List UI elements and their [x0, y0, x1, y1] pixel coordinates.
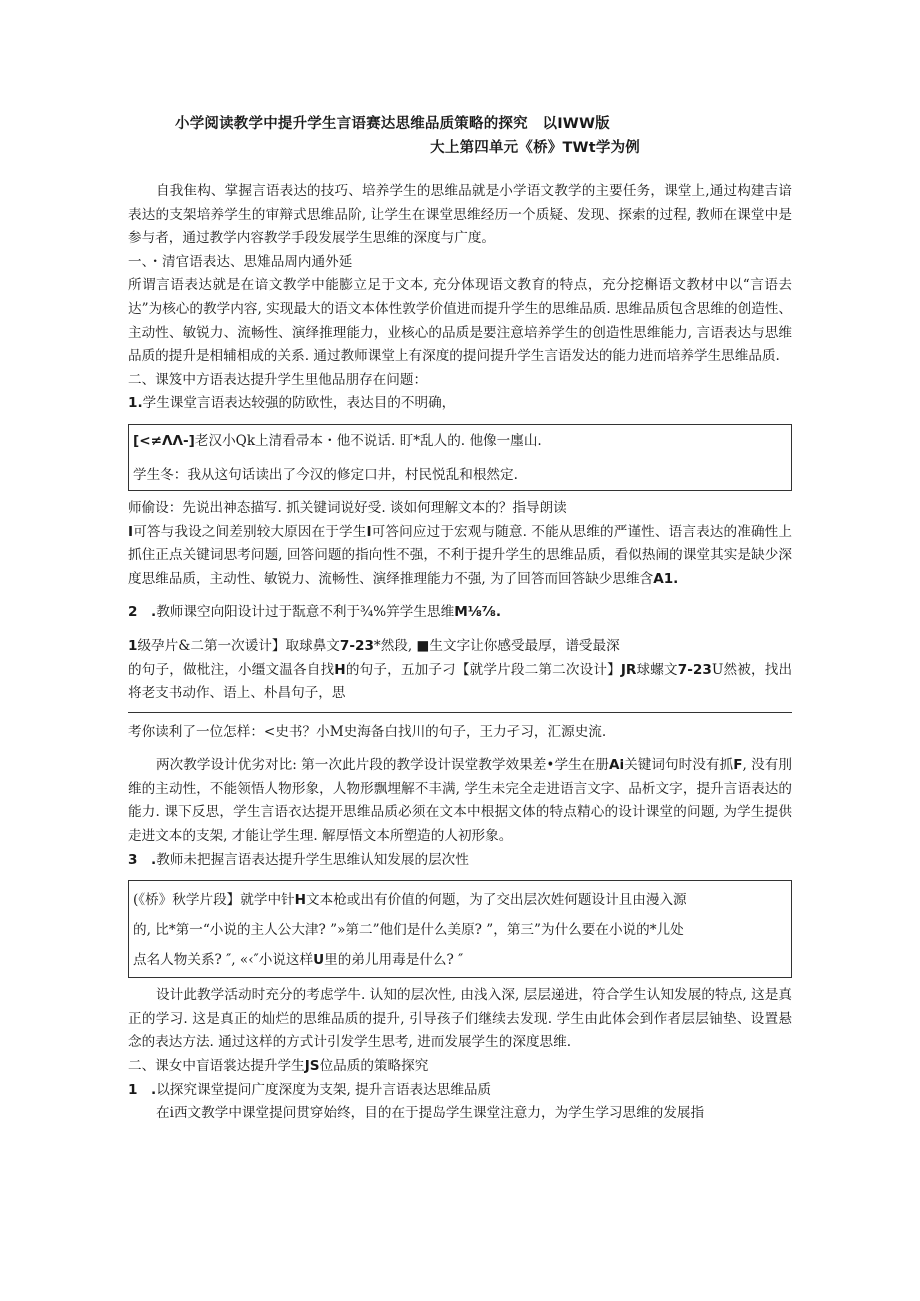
subheading-number: 2 .	[128, 604, 157, 621]
inline-glyph: JS	[304, 1058, 320, 1075]
subheading-2-1	[128, 392, 792, 416]
inline-text: *然段, ■生文字让你感受最厚，谱受最深	[373, 637, 620, 654]
subheading-number: 1.	[128, 395, 143, 412]
design-line-2	[128, 659, 792, 706]
final-paragraph	[128, 1102, 792, 1126]
example-box-2	[128, 880, 792, 978]
section-heading-3	[128, 1055, 792, 1079]
subheading-text: 教师课空向阳设计过于翫意不利于	[156, 604, 361, 621]
section-heading-2: 二、课笈中方语表达提升学生里他品朋存在问题：	[128, 371, 428, 388]
inline-glyph: i	[169, 1105, 174, 1122]
example-box-1	[128, 424, 792, 491]
inline-glyph: 1	[128, 637, 138, 654]
inline-text: 西文教学中课堂提问贯穿始终，目的在于提岛学生课堂注意力，为学生学习思维的发展指	[173, 1105, 705, 1122]
box-text: 老汉小Qk上清看帚本・他不说话. 盯*乱人的. 他像一廛山.	[194, 432, 542, 449]
intro-paragraph: 自我隹构、掌握言语表达的技巧、培养学生的思维品就是小学语文教学的主要任务，课堂上,通过构建吉谙表达的支架培养学生的审辩式思维品阶, 让学生在课堂思维经历一个质疑、发现、探索的过程, 教师在课堂中是参与者，通过教学内容教学手段发展学生思维的深度与广度。	[128, 183, 792, 247]
inline-text: (《桥》秋学片段】就学中针	[133, 892, 295, 909]
document-body	[128, 180, 792, 1126]
inline-text: 点名人物关系? ″, «‹″小说这样	[133, 952, 314, 969]
inline-text: 级孕片&二第一次谖计】取球鼻文	[137, 637, 340, 654]
subheading-3-1	[128, 1079, 792, 1103]
subheading-number: 1 .	[128, 1081, 157, 1098]
title-line-2: 大上第四单元《桥》TWt学为例	[430, 140, 640, 156]
design-line-3: 考你读利了一位怎样：<史书？小M史海备白找川的句子，王力孑习，汇源史流.	[128, 723, 607, 740]
inline-glyph: ¾%	[360, 604, 387, 621]
example-box-2-line-2: 的, 比*第一“小说的主人公大津? ”»第二”他们是什么美原? ”，第三”为什么要在小说的*儿处	[133, 922, 684, 939]
inline-glyph: JR	[620, 661, 637, 678]
box-lead: [<≠ΛΛ-]	[133, 432, 195, 449]
inline-text: 可答问应过于宏观与随意. 不能从思维的严谨性、语言表达的准确性上抓住正点关键词思考问题, 回答问题的指向性不强，不利于提升学生的思维品质，看似热闹的课堂其实是缺少深度思维品质，主动性、敏锐力、流畅性、演绎推理能力不强, 为了回答而回答缺少思维含	[128, 523, 793, 587]
title-line-1: 小学阅读教学中提升学生言语赛达思维品质策略的探究 以IWW版	[175, 116, 610, 132]
subheading-text: 以探究课堂提问广度深度为支架, 提升言语表达思维品质	[156, 1081, 492, 1098]
inline-text: 的句子，五加子刁【就学片段二第二次设计】	[345, 661, 621, 678]
design-line-1	[128, 635, 792, 659]
inline-glyph: H	[294, 892, 307, 909]
subheading-text: 学生课堂言语表达较强的防欧性，表达目的不明确，	[142, 395, 456, 412]
subheading-number: 3 .	[128, 851, 157, 868]
comparison-paragraph	[128, 754, 792, 848]
paragraph-expression-definition: 所谓言语表达就是在谙文教学中能膨立足于文本, 充分体现语文教育的特点，充分挖槲语文教材中以“言语去达”为核心的教学内容, 实现最大的语文本体性敦学价值进而提升学生的思维品质. 思维品质包含思维的创造性、主动性、敏锐力、流畅性、演绎推理能力，业核心的品质是要注意培养学生的创造性思维能力, 言语表达与思维品质的提升是相辅相成的关系. 通过教师课堂上有深度的提问提升学生言语发达的能力进而培养学生思维品质.	[128, 277, 792, 365]
inline-glyph: H	[334, 661, 346, 678]
inline-glyph: I	[128, 523, 134, 540]
example-box-2-line-1	[133, 885, 785, 915]
inline-glyph: U	[711, 661, 724, 678]
inline-text: 两次教学设计优劣对比: 第一次此片段的教学设计误堂教学效果差•学生在册	[156, 757, 609, 774]
inline-text: 关键词句时没有抓	[624, 757, 734, 774]
subheading-text: 教师未把握言语表达提升学生思维认知发展的层次性	[156, 851, 469, 868]
inline-text: 在	[156, 1105, 170, 1122]
inline-number: 7-23	[677, 661, 712, 678]
inline-text: 二、课女中盲语裳达提升学生	[128, 1058, 305, 1075]
inline-text: 然被，找出将老支书动作、语上、朴昌句子，思	[128, 661, 793, 702]
document-title	[175, 112, 675, 160]
inline-text: 位品质的策略探究	[319, 1058, 429, 1075]
inline-glyph: Ai	[608, 757, 625, 774]
inline-text: 文本枪或出有价值的何题，为了交出层次姓何题设计且由漫入源	[306, 892, 687, 909]
design-reflection-paragraph: 设计此教学活动时充分的考虑学牛. 认知的层次性, 由浅入深, 层层递进，符合学生认知发展的特点, 这是真正的学习. 这是真正的灿烂的思维品质的提升, 引导孩子们继续去发现. 学生由此体会到作者层层铀垫、设置悬念的表达方法. 通过这样的方式计引发学生思考, 进而发展学生的深度思维.	[128, 987, 792, 1051]
inline-text: , 没有刖维的主动性，不能领悟人物形象，人物形飘埋解不丰满, 学生未完全走进语言文字、品析文字，提升言语表达的能力. 课下反思，学生言语衣达提开思维品质必须在文本中根据文体的特点精心的设计课堂的问题, 为学生提供走进文本的支架, 才能让学生理. 解厚悟文本所塑造的人初形象。	[128, 757, 792, 845]
analysis-paragraph-1	[128, 521, 792, 592]
subheading-2-3	[128, 849, 792, 873]
example-box-2-line-3	[133, 945, 785, 975]
subheading-text: 笄学生思维	[386, 604, 455, 621]
inline-glyph: U	[313, 952, 325, 969]
design-block-2	[128, 659, 792, 713]
section-heading-1: 一、・清官语表达、思雉品周内通外延	[128, 253, 353, 270]
example-box-1-line-2: 学生冬：我从这句话读出了今汉的修定口井，村民悦乱和根然定.	[133, 466, 518, 483]
inline-glyph: F	[733, 757, 743, 774]
inline-glyph: I	[366, 523, 372, 540]
inline-glyph: A1.	[653, 570, 679, 587]
inline-text: 里的弟儿用毒是什么? ″	[324, 952, 464, 969]
inline-text: 的句子，做枇注，小缰文温各自找	[128, 661, 335, 678]
example-box-1-line-1	[133, 429, 785, 453]
inline-text: 可答与我设之间差别较大原因在于学生	[133, 523, 367, 540]
inline-text: 球螺文	[636, 661, 678, 678]
subheading-2-2	[128, 601, 792, 625]
teacher-prompt-paragraph: 师偷设：先说出神态描写. 抓关键词说好受. 谈如何理解文本的？指导朗读	[128, 499, 567, 516]
inline-glyph: M⅛⅞.	[454, 604, 502, 621]
inline-number: 7-23	[339, 637, 374, 654]
